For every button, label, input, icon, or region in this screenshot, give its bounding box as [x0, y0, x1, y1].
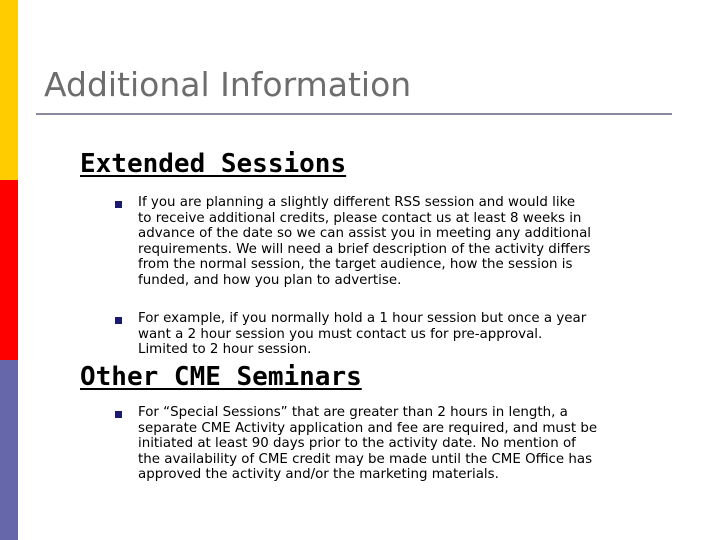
square-bullet-icon — [115, 411, 122, 418]
accent-bar-red — [0, 180, 18, 360]
accent-bar-yellow — [0, 0, 18, 180]
title-underline-rule — [36, 113, 672, 115]
section-heading-other-cme-seminars: Other CME Seminars — [80, 362, 362, 392]
bullet-text-special-sessions: For “Special Sessions” that are greater than 2 hours in length, a separate CME Activity application and fee are required, and must be initiated at least 90 days prior to the activity date. No mention of the availability of CME credit may be made until the CME Office has approved the activity and/or the marketing materials. — [138, 405, 598, 483]
section-heading-extended-sessions: Extended Sessions — [80, 149, 347, 179]
accent-bar-blue — [0, 360, 18, 540]
bullet-text-rss-credits: If you are planning a slightly different RSS session and would like to receive additional credits, please contact us at least 8 weeks in advance of the date so we can assist you in meeting any additional requirements. We will need a brief description of the activity differs from the normal session, the target audience, how the session is funded, and how you plan to advertise. — [138, 195, 592, 288]
bullet-text-example: For example, if you normally hold a 1 hour session but once a year want a 2 hour session you must contact us for pre-approval. Limited to 2 hour session. — [138, 311, 587, 358]
square-bullet-icon — [115, 317, 122, 324]
square-bullet-icon — [115, 201, 122, 208]
slide-title: Additional Information — [44, 65, 412, 104]
